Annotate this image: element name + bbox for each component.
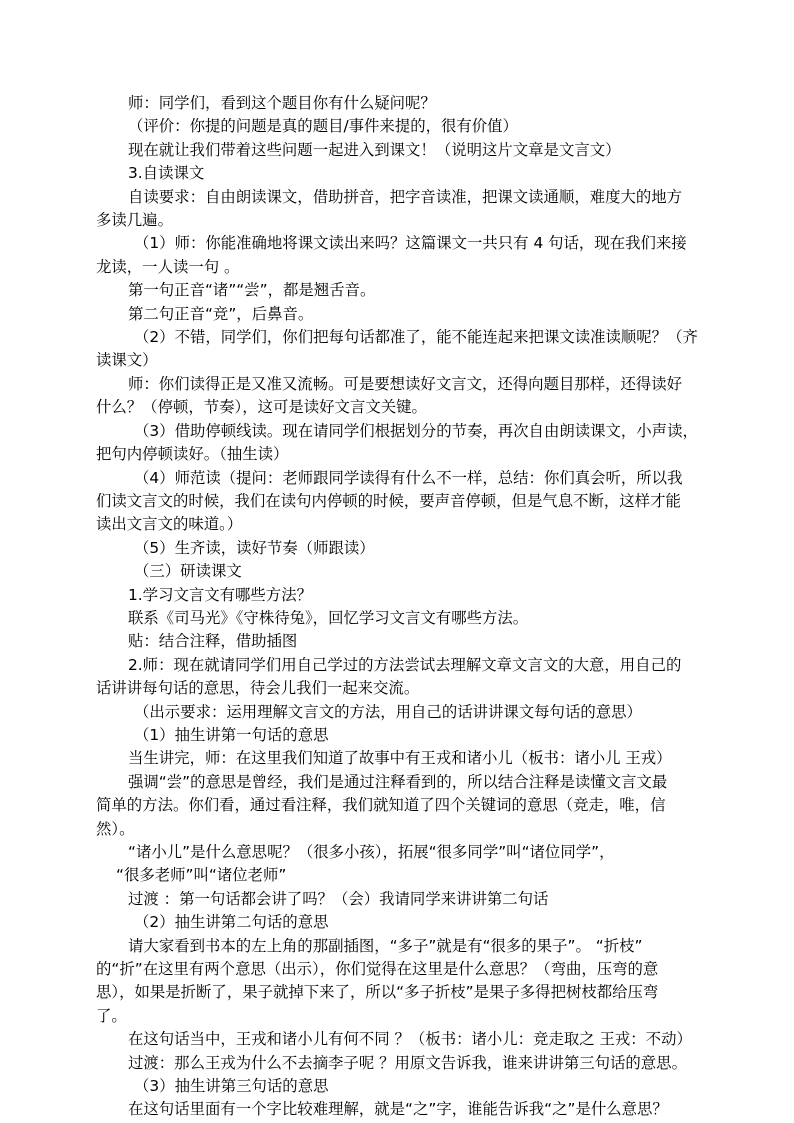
text-line: 龙读，一人读一句 。 [96, 257, 240, 276]
text-line: （2）抽生讲第二句话的意思 [134, 913, 329, 932]
text-line: 2.师：现在就请同学们用自己学过的方法尝试去理解文章文言文的大意，用自己的 [128, 655, 682, 674]
text-line: “很多老师”叫“诸位老师” [116, 866, 287, 885]
text-line: （5）生齐读，读好节奏（师跟读） [134, 538, 375, 557]
text-line: 师：你们读得正是又准又流畅。可是要想读好文言文，还得向题目那样，还得读好 [128, 374, 683, 393]
text-line: 多读几遍。 [96, 211, 173, 230]
text-line: 在这句话里面有一个字比较难理解，就是“之”字，谁能告诉我“之”是什么意思？ [128, 1100, 668, 1119]
text-line: 第一句正音“诸”“尝”，都是翘舌音。 [128, 281, 376, 300]
text-line: 然）。 [96, 819, 135, 838]
text-line: 当生讲完，师：在这里我们知道了故事中有王戎和诸小儿（板书：诸小儿 王戎） [128, 749, 672, 768]
text-line: 读课文） [96, 351, 158, 370]
text-line: 把句内停顿读好。（抽生读） [96, 445, 289, 464]
text-line: 第二句正音“竞”，后鼻音。 [128, 304, 314, 323]
text-line: （评价：你提的问题是真的题目/事件来提的，很有价值） [128, 117, 518, 136]
text-line: （出示要求：运用理解文言文的方法，用自己的话讲讲课文每句话的意思） [134, 702, 642, 721]
text-line: 请大家看到书本的左上角的那副插图，“多子”就是有“很多的果子”。 “折枝” [128, 936, 643, 955]
text-line: （4）师范读（提问：老师跟同学读得有什么不一样，总结：你们真会听，所以我 [134, 468, 683, 487]
section-heading: 3.自读课文 [128, 164, 205, 183]
text-line: （1）师：你能准确地将课文读出来吗？这篇课文一共只有 4 句话，现在我们来接 [134, 234, 687, 253]
text-line: 的“折”在这里有两个意思（出示），你们觉得在这里是什么意思？（弯曲，压弯的意 [96, 960, 659, 979]
text-line: 过渡 ：第一句话都会讲了吗？（会）我请同学来讲讲第二句话 [128, 889, 549, 908]
section-heading: （三）研读课文 [134, 562, 242, 581]
text-line: 强调“尝”的意思是曾经，我们是通过注释看到的，所以结合注释是读懂文言文最 [128, 772, 668, 791]
text-line: 现在就让我们带着这些问题一起进入到课文！（说明这片文章是文言文） [128, 140, 621, 159]
text-line: （2）不错，同学们，你们把每句话都准了，能不能连起来把课文读准读顺呢？（齐 [134, 328, 698, 347]
document-body [96, 92, 701, 1122]
text-line: 思），如果是折断了，果子就掉下来了，所以“多子折枝”是果子多得把树枝都给压弯 [96, 983, 659, 1002]
text-line: 话讲讲每句话的意思，待会儿我们一起来交流。 [96, 679, 420, 698]
text-line: 简单的方法。你们看，通过看注释，我们就知道了四个关键词的意思（竞走，唯，信 [96, 796, 666, 815]
text-line: （3）抽生讲第三句话的意思 [134, 1077, 329, 1096]
text-line: 师：同学们，看到这个题目你有什么疑问呢？ [128, 94, 436, 112]
text-line: （1）抽生讲第一句话的意思 [134, 725, 329, 744]
text-line: “诸小儿”是什么意思呢？（很多小孩），拓展“很多同学”叫“诸位同学”， [128, 843, 615, 861]
text-line: 1.学习文言文有哪些方法？ [128, 585, 312, 604]
text-line: 们读文言文的时候，我们在读句内停顿的时候，要声音停顿，但是气息不断，这样才能 [96, 491, 681, 510]
text-line: 在这句话当中，王戎和诸小儿有何不同 ？（板书：诸小儿：竞走取之 王戎：不动） [128, 1030, 692, 1049]
text-line: 读出文言文的味道。） [96, 515, 243, 534]
text-line: （3）借助停顿线读。现在请同学们根据划分的节奏，再次自由朗读课文，小声读， [134, 421, 698, 440]
text-line: 贴：结合注释，借助插图 [128, 632, 298, 651]
text-line: 什么？（停顿，节奏），这可是读好文言文关键。 [96, 398, 427, 417]
text-line: 了。 [96, 1006, 127, 1025]
text-line: 联系《司马光》《守株待兔》，回忆学习文言文有哪些方法。 [128, 608, 529, 627]
text-line: 自读要求：自由朗读课文，借助拼音，把字音读准，把课文读通顺，难度大的地方 [128, 187, 683, 206]
text-line: 过渡：那么王戎为什么不去摘李子呢 ？用原文告诉我，谁来讲讲第三句话的意思。 [128, 1053, 687, 1072]
